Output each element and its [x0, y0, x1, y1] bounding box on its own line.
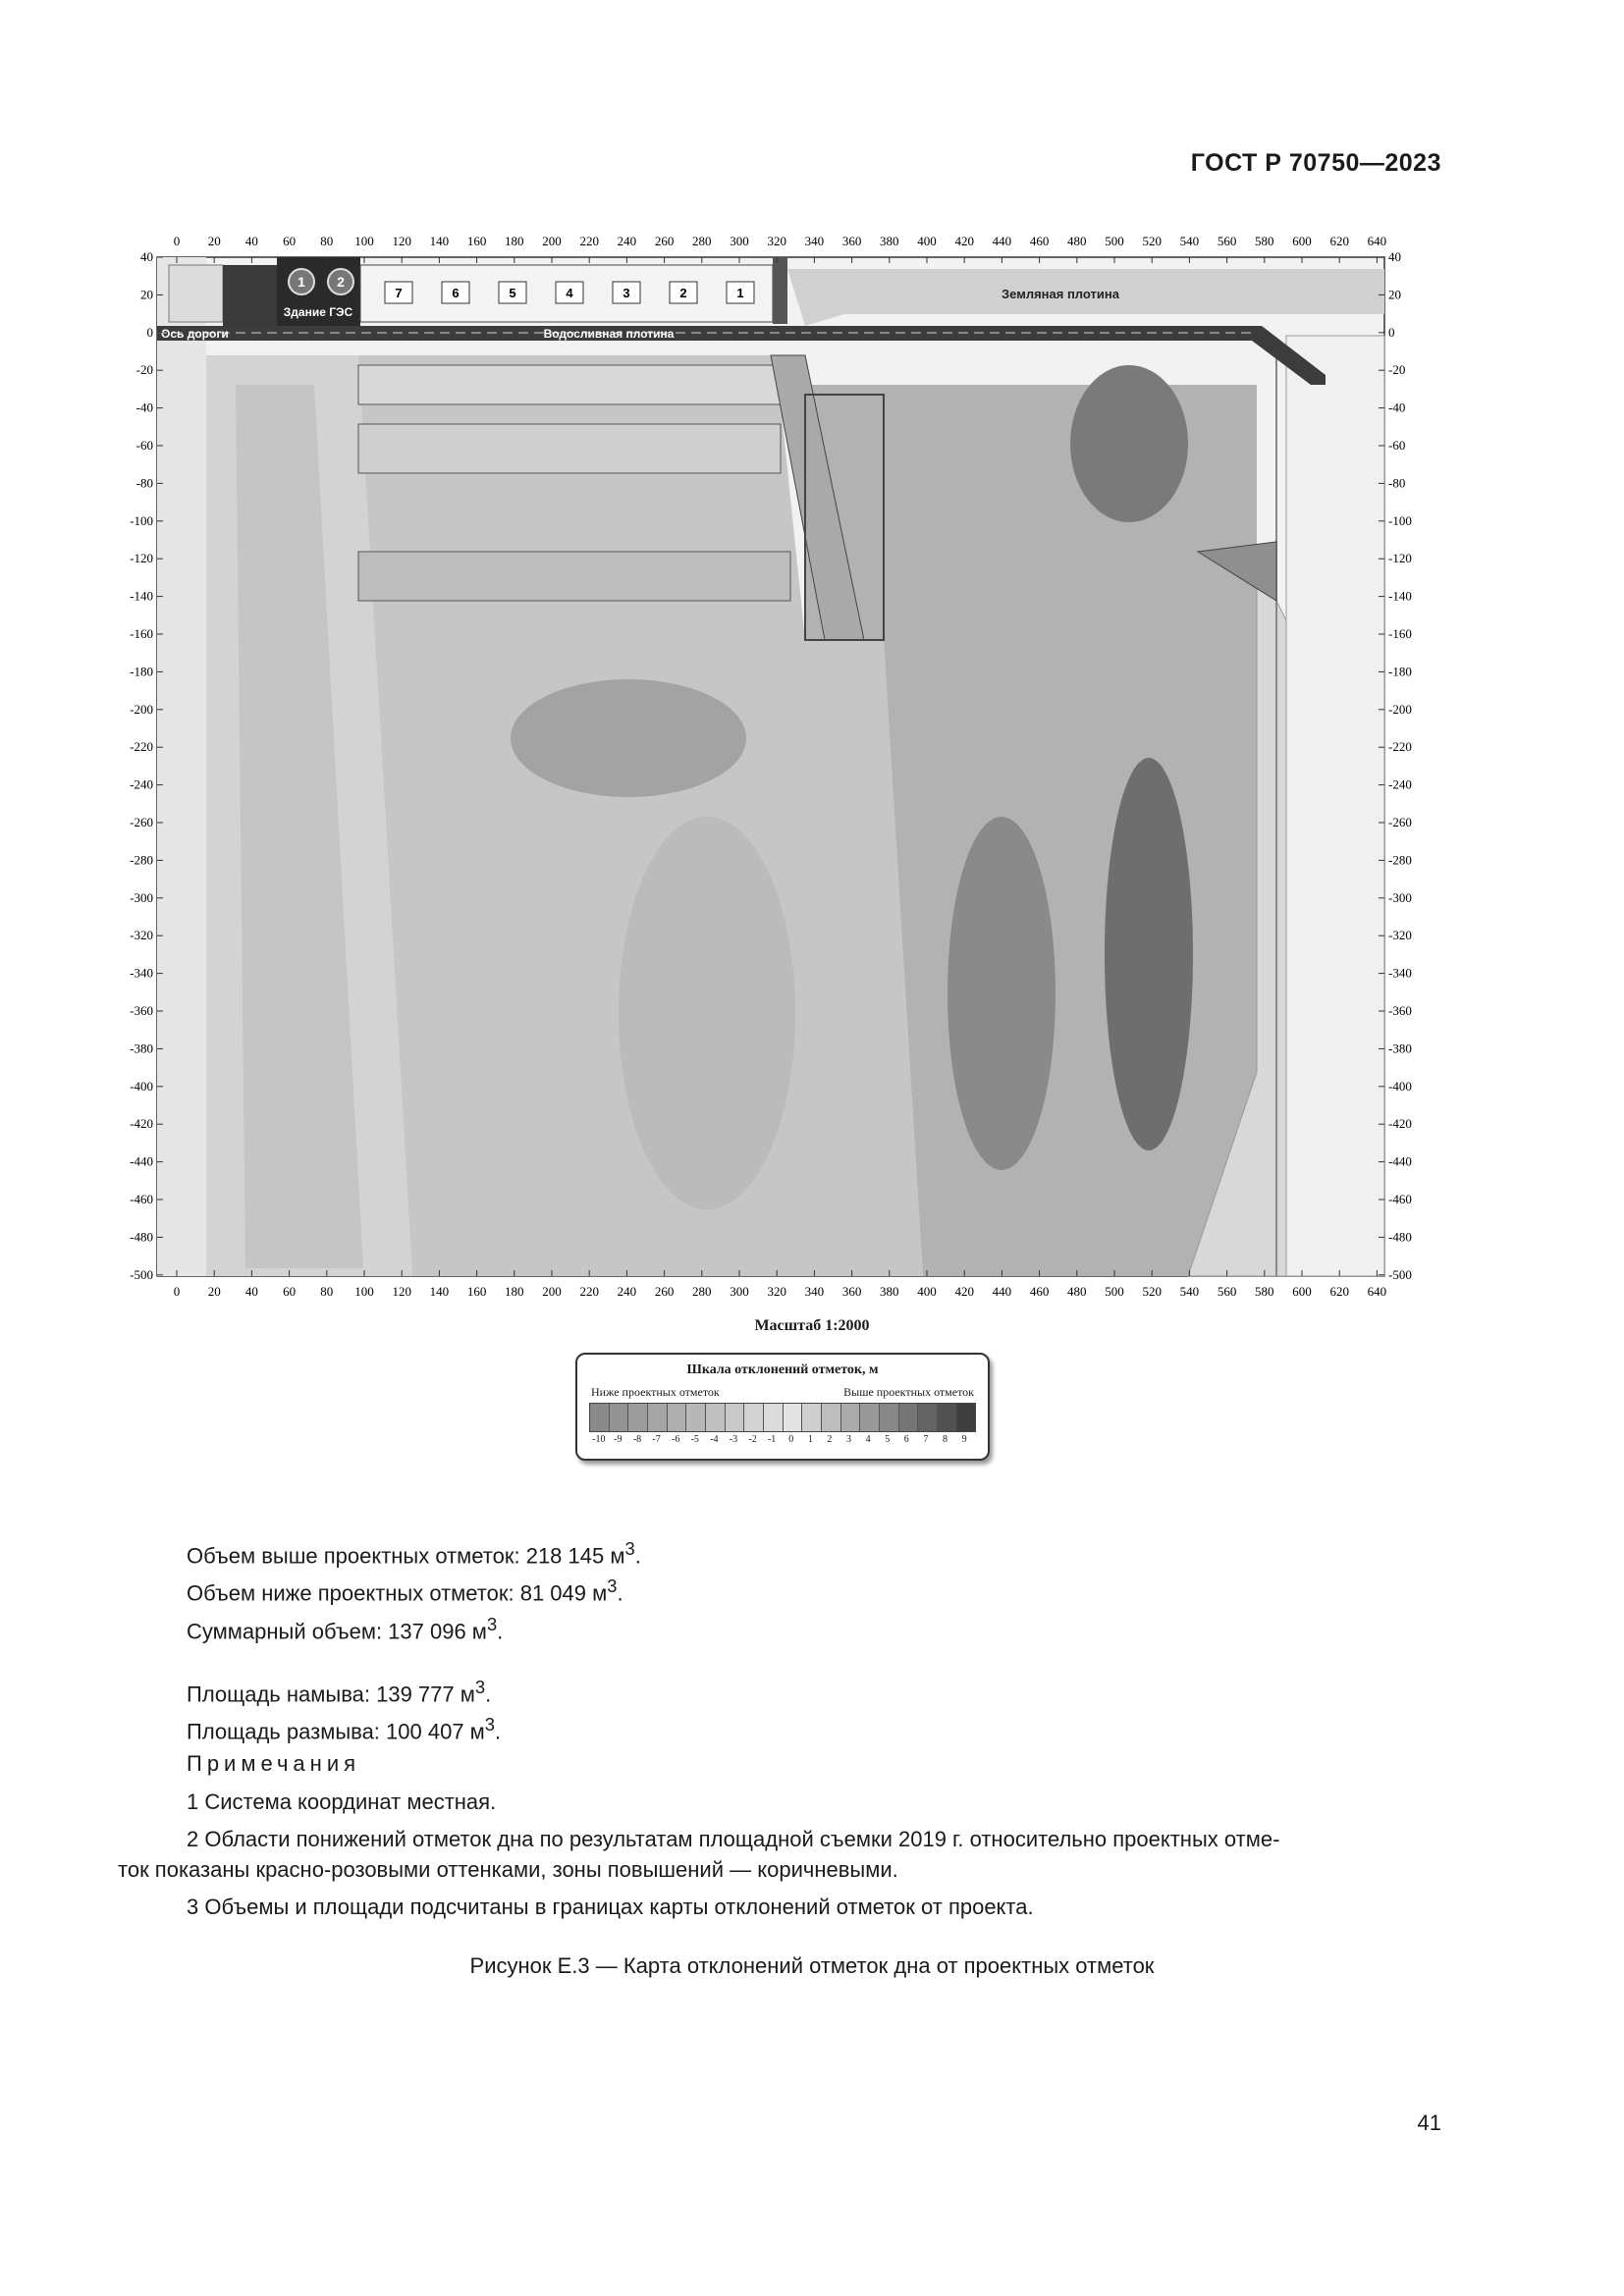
x-tick-top-label: 580	[1255, 234, 1274, 248]
x-tick-bottom-label: 60	[283, 1284, 297, 1299]
legend-color-cell	[938, 1404, 957, 1431]
y-tick-right-label: 0	[1388, 324, 1395, 340]
x-tick-bottom-label: 20	[207, 1284, 221, 1299]
y-tick-right-label: -80	[1388, 475, 1406, 491]
y-tick-left-label: -360	[130, 1003, 153, 1018]
legend-tick: -7	[652, 1434, 661, 1445]
legend-below-label: Ниже проектных отметок	[591, 1385, 720, 1399]
notes-title: Примечания	[187, 1751, 361, 1776]
y-tick-left-label: -40	[135, 400, 153, 415]
unit-2-label: 2	[337, 274, 345, 290]
x-tick-bottom-label: 160	[466, 1284, 487, 1299]
spillway-bay-label: 2	[679, 286, 687, 300]
y-tick-left-label: -200	[130, 701, 153, 717]
ges-annex	[223, 265, 277, 326]
y-tick-left-label: -100	[130, 512, 153, 528]
document-header: ГОСТ Р 70750—2023	[1190, 149, 1441, 177]
legend-tick: 2	[827, 1434, 833, 1445]
x-tick-bottom-label: 280	[692, 1284, 712, 1299]
x-tick-bottom-label: 180	[505, 1284, 524, 1299]
volume-above: Объем выше проектных отметок: 218 145 $м^3$.	[187, 1538, 641, 1569]
x-tick-bottom-label: 100	[354, 1284, 374, 1299]
x-tick-bottom-label: 240	[617, 1284, 637, 1299]
x-tick-bottom-label: 460	[1029, 1284, 1050, 1299]
label-earth-dam: Земляная плотина	[1001, 287, 1119, 301]
unit-1-label: 1	[298, 274, 305, 290]
x-tick-top-label: 120	[392, 234, 411, 248]
left-bank-area	[157, 257, 206, 1276]
legend-tick: -4	[710, 1434, 719, 1445]
legend-color-cell	[686, 1404, 706, 1431]
x-tick-top-label: 480	[1067, 234, 1087, 248]
y-tick-left-label: 20	[140, 287, 153, 302]
x-tick-top-label: 520	[1142, 234, 1162, 248]
legend-tick: -1	[767, 1434, 777, 1445]
legend-tick-labels	[589, 1434, 974, 1445]
y-tick-right-label: -500	[1388, 1266, 1412, 1282]
x-tick-bottom-label: 120	[392, 1284, 411, 1299]
y-tick-left-label: -140	[130, 588, 153, 604]
legend-tick: 9	[961, 1434, 967, 1445]
x-tick-bottom-label: 140	[429, 1284, 450, 1299]
legend-tick: 3	[846, 1434, 852, 1445]
y-tick-right-label: -240	[1388, 776, 1412, 792]
y-tick-left-label: -260	[130, 815, 153, 829]
y-tick-right-label: -260	[1388, 815, 1412, 829]
legend-tick: 4	[865, 1434, 871, 1445]
y-tick-left-label: -340	[130, 965, 153, 981]
volume-below: Объем ниже проектных отметок: 81 049 $м^3$.	[187, 1575, 623, 1606]
x-tick-top-label: 280	[692, 234, 712, 248]
x-tick-bottom-label: 400	[917, 1284, 937, 1299]
y-tick-right-label: -360	[1388, 1003, 1412, 1018]
y-tick-right-label: -220	[1388, 739, 1412, 755]
y-tick-left-label: -120	[130, 551, 153, 566]
spillway-bay-label: 1	[736, 286, 744, 300]
x-tick-top-label: 600	[1292, 234, 1312, 248]
legend-color-cell	[726, 1404, 745, 1431]
legend-color-cell	[648, 1404, 668, 1431]
legend-color-cell	[590, 1404, 610, 1431]
x-tick-bottom-label: 560	[1217, 1284, 1237, 1299]
note-2-line-2: ток показаны красно-розовыми оттенками, зоны повышений — коричневыми.	[118, 1857, 898, 1882]
y-tick-left-label: -480	[130, 1229, 153, 1245]
x-tick-top-label: 540	[1179, 234, 1200, 248]
x-tick-bottom-label: 600	[1292, 1284, 1312, 1299]
legend-tick: -8	[632, 1434, 642, 1445]
y-tick-left-label: -20	[135, 362, 153, 378]
x-tick-top-label: 60	[283, 234, 297, 248]
x-tick-bottom-label: 220	[579, 1284, 599, 1299]
legend-color-cell	[764, 1404, 784, 1431]
y-tick-left-label: -220	[130, 739, 153, 755]
x-tick-top-label: 420	[954, 234, 974, 248]
x-tick-bottom-label: 540	[1179, 1284, 1200, 1299]
x-tick-top-label: 260	[654, 234, 675, 248]
legend-color-cell	[610, 1404, 629, 1431]
legend-tick: -2	[748, 1434, 757, 1445]
y-tick-right-label: -200	[1388, 701, 1412, 717]
spillway-bay-label: 3	[623, 286, 630, 300]
x-tick-bottom-label: 40	[244, 1284, 258, 1299]
y-tick-left-label: -400	[130, 1078, 153, 1094]
x-tick-top-label: 180	[505, 234, 524, 248]
y-tick-right-label: -280	[1388, 852, 1412, 868]
legend-tick: 1	[807, 1434, 813, 1445]
x-tick-top-label: 300	[730, 234, 749, 248]
x-tick-top-label: 100	[354, 234, 374, 248]
area-deposit: Площадь намыва: 139 777 $м^3$.	[187, 1676, 492, 1707]
legend-tick: 0	[788, 1434, 794, 1445]
x-tick-top-label: 380	[880, 234, 899, 248]
stilling-basin-wall-1	[358, 365, 781, 404]
label-road-axis: Ось дороги	[161, 327, 229, 341]
stilling-basin-wall-3	[358, 552, 790, 601]
x-tick-top-label: 460	[1029, 234, 1050, 248]
y-tick-right-label: -340	[1388, 965, 1412, 981]
legend-color-cell	[706, 1404, 726, 1431]
legend-color-cell	[744, 1404, 764, 1431]
legend-color-cell	[899, 1404, 919, 1431]
legend-color-cell	[880, 1404, 899, 1431]
x-tick-bottom-label: 500	[1105, 1284, 1124, 1299]
y-tick-left-label: -60	[135, 438, 153, 453]
volume-stats	[187, 1533, 641, 1747]
x-tick-top-label: 500	[1105, 234, 1124, 248]
legend-tick: 7	[923, 1434, 929, 1445]
x-tick-top-label: 200	[542, 234, 562, 248]
map-scale-label: Масштаб 1:2000	[754, 1317, 870, 1334]
x-tick-bottom-label: 320	[767, 1284, 786, 1299]
y-tick-right-label: 40	[1388, 249, 1401, 264]
y-tick-left-label: -440	[130, 1153, 153, 1169]
x-tick-top-label: 560	[1217, 234, 1237, 248]
y-tick-right-label: -100	[1388, 512, 1412, 528]
y-tick-right-label: -440	[1388, 1153, 1412, 1169]
stilling-basin-wall-2	[358, 424, 781, 473]
y-tick-right-label: -460	[1388, 1192, 1412, 1206]
legend-color-bar	[589, 1403, 976, 1432]
legend-tick: -9	[614, 1434, 623, 1445]
y-tick-right-label: -120	[1388, 551, 1412, 566]
x-tick-top-label: 640	[1367, 234, 1387, 248]
legend-color-cell	[822, 1404, 841, 1431]
y-tick-right-label: -400	[1388, 1078, 1412, 1094]
spillway-bay-label: 5	[509, 286, 516, 300]
legend-color-cell	[784, 1404, 803, 1431]
x-tick-bottom-label: 200	[542, 1284, 562, 1299]
x-tick-bottom-label: 580	[1255, 1284, 1274, 1299]
x-tick-bottom-label: 300	[730, 1284, 749, 1299]
y-tick-left-label: -320	[130, 928, 153, 943]
y-tick-left-label: -460	[130, 1192, 153, 1206]
y-tick-left-label: -500	[130, 1266, 153, 1282]
deviation-map	[118, 228, 1424, 1319]
deep-deviation-zone-north	[1070, 365, 1188, 522]
note-1: 1 Система координат местная.	[187, 1789, 497, 1814]
y-tick-left-label: 0	[146, 324, 153, 340]
x-tick-bottom-label: 360	[841, 1284, 862, 1299]
y-tick-right-label: -380	[1388, 1041, 1412, 1056]
spillway-bay-label: 4	[566, 286, 573, 300]
x-tick-bottom-label: 620	[1329, 1284, 1349, 1299]
x-tick-top-label: 340	[804, 234, 825, 248]
figure-caption: Рисунок Е.3 — Карта отклонений отметок дна от проектных отметок	[469, 1953, 1155, 1978]
legend-color-cell	[918, 1404, 938, 1431]
x-tick-bottom-label: 380	[880, 1284, 899, 1299]
x-tick-top-label: 20	[207, 234, 221, 248]
x-tick-top-label: 360	[841, 234, 862, 248]
x-tick-bottom-label: 80	[320, 1284, 334, 1299]
y-tick-right-label: -160	[1388, 626, 1412, 641]
y-tick-left-label: -380	[130, 1041, 153, 1056]
y-tick-right-label: -60	[1388, 438, 1406, 453]
legend-color-cell	[628, 1404, 648, 1431]
x-tick-bottom-label: 340	[804, 1284, 825, 1299]
label-spillway: Водосливная плотина	[543, 327, 675, 341]
x-tick-bottom-label: 640	[1367, 1284, 1387, 1299]
volume-total: Суммарный объем: 137 096 $м^3$.	[187, 1613, 504, 1643]
x-tick-bottom-label: 520	[1142, 1284, 1162, 1299]
x-tick-top-label: 140	[429, 234, 450, 248]
deviation-zone-central	[947, 817, 1056, 1170]
x-tick-top-label: 160	[466, 234, 487, 248]
area-erosion: Площадь размыва: 100 407 $м^3$.	[187, 1714, 502, 1744]
legend-tick: -3	[729, 1434, 738, 1445]
y-tick-right-label: -300	[1388, 889, 1412, 905]
y-tick-left-label: -160	[130, 626, 153, 641]
x-tick-top-label: 400	[917, 234, 937, 248]
page-number: 41	[1417, 2110, 1441, 2135]
x-tick-bottom-label: 480	[1067, 1284, 1087, 1299]
legend-color-cell	[956, 1404, 975, 1431]
y-tick-left-label: -300	[130, 889, 153, 905]
y-tick-left-label: -240	[130, 776, 153, 792]
legend-title: Шкала отклонений отметок, м	[686, 1362, 879, 1377]
y-tick-left-label: -280	[130, 852, 153, 868]
spillway-right-pier	[773, 257, 787, 324]
deep-deviation-zone-east	[1105, 758, 1193, 1150]
y-tick-right-label: -180	[1388, 664, 1412, 679]
y-tick-right-label: -480	[1388, 1229, 1412, 1245]
note-3: 3 Объемы и площади подсчитаны в границах карты отклонений отметок от проекта.	[187, 1895, 1034, 1919]
label-ges: Здание ГЭС	[283, 305, 353, 319]
legend-color-cell	[841, 1404, 861, 1431]
x-tick-top-label: 0	[173, 234, 181, 248]
right-bank-area	[1286, 336, 1384, 1276]
deviation-scale-legend	[575, 1353, 990, 1461]
y-tick-right-label: -420	[1388, 1116, 1412, 1132]
legend-color-cell	[860, 1404, 880, 1431]
x-tick-top-label: 220	[579, 234, 599, 248]
x-tick-top-label: 40	[244, 234, 258, 248]
y-tick-right-label: -140	[1388, 588, 1412, 604]
x-tick-top-label: 620	[1329, 234, 1349, 248]
y-tick-right-label: -320	[1388, 928, 1412, 943]
y-tick-left-label: -420	[130, 1116, 153, 1132]
legend-tick: -10	[592, 1434, 606, 1445]
x-tick-top-label: 320	[767, 234, 786, 248]
legend-tick: 5	[885, 1434, 891, 1445]
spillway-bay-label: 6	[452, 286, 460, 300]
y-tick-right-label: 20	[1388, 287, 1401, 302]
legend-color-cell	[668, 1404, 687, 1431]
x-tick-bottom-label: 420	[954, 1284, 974, 1299]
x-tick-bottom-label: 440	[992, 1284, 1012, 1299]
legend-tick: 6	[903, 1434, 909, 1445]
deviation-zone-west	[511, 679, 746, 797]
x-tick-top-label: 440	[992, 234, 1012, 248]
x-tick-top-label: 240	[617, 234, 637, 248]
y-tick-left-label: -80	[135, 475, 153, 491]
deviation-zone-south	[619, 817, 795, 1209]
note-2-line-1: 2 Области понижений отметок дна по результатам площадной съемки 2019 г. относительно проектных отме-	[187, 1827, 1280, 1851]
x-tick-bottom-label: 0	[173, 1284, 181, 1299]
x-tick-bottom-label: 260	[654, 1284, 675, 1299]
y-tick-left-label: -180	[130, 664, 153, 679]
legend-tick: -5	[690, 1434, 699, 1445]
spillway-bay-label: 7	[395, 286, 403, 300]
legend-tick: -6	[672, 1434, 680, 1445]
legend-color-cell	[802, 1404, 822, 1431]
x-tick-top-label: 80	[320, 234, 334, 248]
left-abutment	[169, 265, 223, 322]
legend-above-label: Выше проектных отметок	[843, 1385, 974, 1399]
y-tick-left-label: 40	[140, 249, 153, 264]
y-tick-right-label: -40	[1388, 400, 1406, 415]
y-tick-right-label: -20	[1388, 362, 1406, 378]
legend-tick: 8	[942, 1434, 947, 1445]
